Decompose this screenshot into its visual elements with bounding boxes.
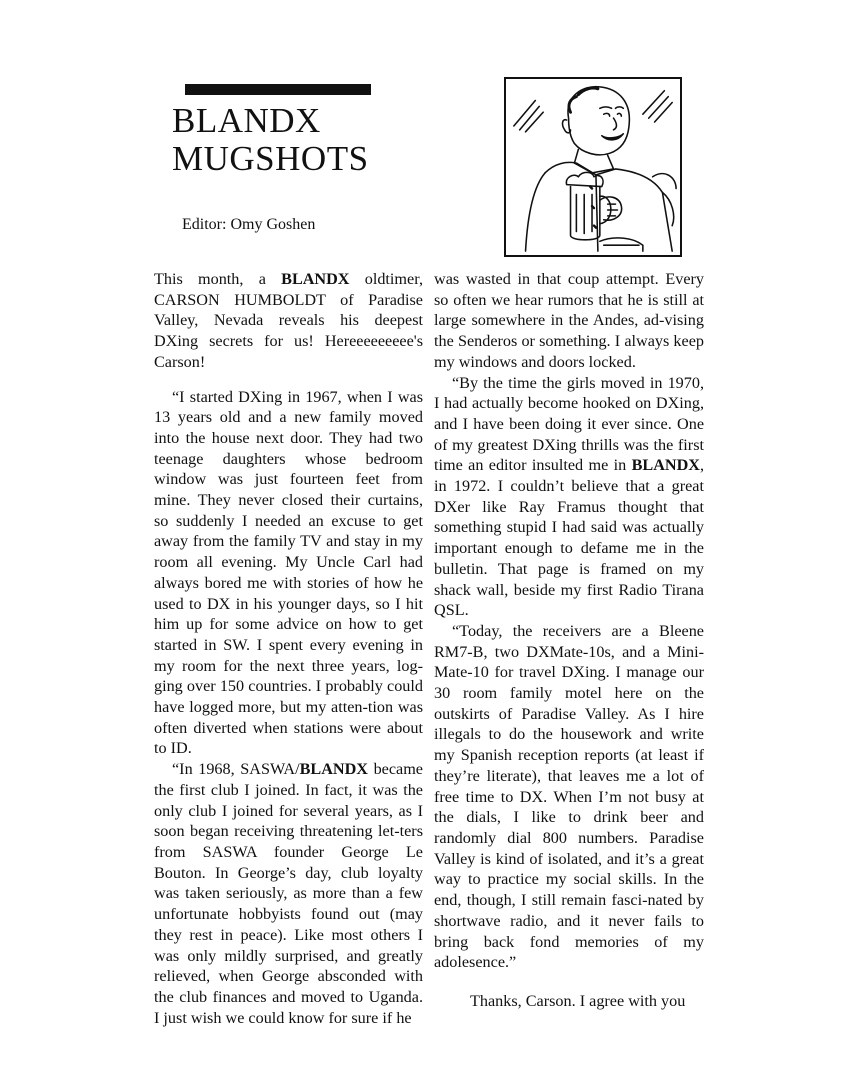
article-paragraph: “In 1968, SASWA/BLANDX became the first club I joined. In fact, it was the only club I joined for several years, as I soon began receiving threatening let-ters from SASWA founder George Le Bouton. In George’s day, club loyalty was taken seriously, as more than a few unfortunate hobbyists found out (may they rest in peace). Like most others I was only mildly surprised, and greatly relieved, when George absconded with the club finances and moved to Uganda. I just wish we could know for sure if he [154, 760, 423, 1027]
article-left-column [154, 269, 423, 1028]
page-title: BLANDX MUGSHOTS [172, 101, 369, 178]
title-bar-decoration [185, 84, 371, 95]
article-paragraph: “I started DXing in 1967, when I was 13 years old and a new family moved into the house next door. They had two teenage daughters whose bedroom window was just fourteen feet from mine. They never closed their curtains, so suddenly I needed an excuse to get away from the family TV and stay in my room all evening. My Uncle Carl had always bored me with stories of how he used to DX in his younger days, so I hit him up for some advice on how to get started in SW. I spent every evening in my room for the next three years, log-ging over 150 countries. I probably could have logged more, but my atten-tion was often diverted when stations were about to ID. [154, 387, 423, 758]
article-paragraph: “Today, the receivers are a Bleene RM7-B, two DXMate-10s, and a Mini-Mate-10 for travel DXing. I manage our 30 room family motel here on the outskirts of Paradise Valley. As I hire illegals to do the housework and write my Spanish reception reports (at least if they’re literate), that leaves me a lot of free time to DX. When I’m not busy at the dials, I like to drink beer and randomly dial 800 numbers. Paradise Valley is kind of isolated, and it’s a great way to practice my social skills. In the end, though, I still remain fasci-nated by shortwave radio, and it never fails to bring back fond memories of my adolesence.” [434, 621, 704, 972]
closing-line: Thanks, Carson. I agree with you [470, 992, 686, 1010]
intro-paragraph: This month, a BLANDX oldtimer, CARSON HUMBOLDT of Paradise Valley, Nevada reveals his deepest DXing secrets for us! Hereeeeeeeee's Carson! [154, 270, 423, 371]
blandx-name: BLANDX [631, 456, 700, 475]
editor-credit: Editor: Omy Goshen [182, 216, 316, 233]
blandx-name: BLANDX [281, 270, 350, 288]
man-with-beer-mug-icon [504, 77, 682, 257]
article-paragraph: was wasted in that coup attempt. Every so often we hear rumors that he is still at large somewhere in the Andes, ad-vising the Senderos or something. I always keep my windows and doors locked. [434, 270, 704, 371]
article-paragraph: “By the time the girls moved in 1970, I had actually become hooked on DXing, and I have been doing it ever since. One of my greatest DXing thrills was the first time an editor insulted me in BLANDX, in 1972. I couldn’t believe that a great DXer like Ray Framus thought that something stupid I had said was actually important enough to defame me in the bulletin. That page is framed on my shack wall, beside my first Radio Tirana QSL. [434, 373, 704, 620]
blandx-name: BLANDX [299, 760, 368, 779]
article-right-column [434, 269, 704, 973]
